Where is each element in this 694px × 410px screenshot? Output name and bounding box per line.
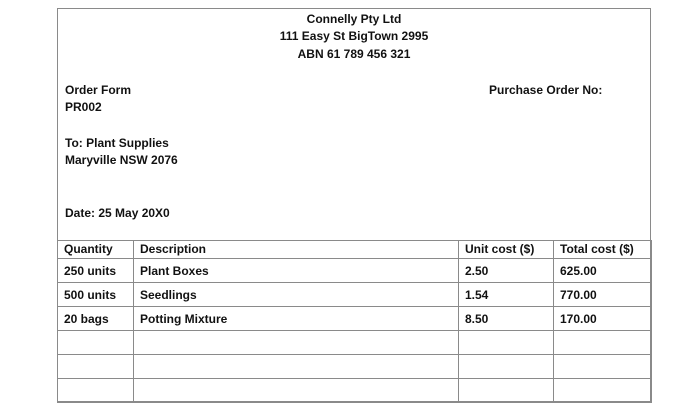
cell-empty bbox=[554, 331, 652, 355]
cell-empty bbox=[459, 331, 554, 355]
header-quantity: Quantity bbox=[58, 241, 134, 259]
table-row-empty bbox=[58, 355, 652, 379]
cell-empty bbox=[554, 379, 652, 403]
cell-empty bbox=[134, 331, 459, 355]
cell-quantity: 250 units bbox=[58, 259, 134, 283]
cell-total-cost: 170.00 bbox=[554, 307, 652, 331]
header-total-cost: Total cost ($) bbox=[554, 241, 652, 259]
recipient-address: Maryville NSW 2076 bbox=[65, 153, 178, 167]
cell-empty bbox=[134, 355, 459, 379]
header-unit-cost: Unit cost ($) bbox=[459, 241, 554, 259]
recipient-name: To: Plant Supplies bbox=[65, 136, 169, 150]
cell-quantity: 20 bags bbox=[58, 307, 134, 331]
cell-unit-cost: 1.54 bbox=[459, 283, 554, 307]
form-header bbox=[58, 9, 650, 241]
cell-total-cost: 625.00 bbox=[554, 259, 652, 283]
cell-quantity: 500 units bbox=[58, 283, 134, 307]
table-row bbox=[58, 283, 652, 307]
cell-unit-cost: 8.50 bbox=[459, 307, 554, 331]
table-row bbox=[58, 259, 652, 283]
cell-empty bbox=[459, 379, 554, 403]
order-date: Date: 25 May 20X0 bbox=[65, 206, 170, 220]
table-row bbox=[58, 307, 652, 331]
cell-empty bbox=[459, 355, 554, 379]
order-number: PR002 bbox=[65, 100, 102, 114]
cell-empty bbox=[134, 379, 459, 403]
purchase-order-form bbox=[57, 8, 651, 402]
order-items-table bbox=[57, 240, 652, 403]
table-row-empty bbox=[58, 331, 652, 355]
cell-unit-cost: 2.50 bbox=[459, 259, 554, 283]
cell-description: Potting Mixture bbox=[134, 307, 459, 331]
cell-empty bbox=[58, 355, 134, 379]
cell-description: Seedlings bbox=[134, 283, 459, 307]
company-name: Connelly Pty Ltd bbox=[306, 12, 402, 26]
table-row-empty bbox=[58, 379, 652, 403]
order-form-label: Order Form bbox=[65, 83, 132, 97]
company-abn: ABN 61 789 456 321 bbox=[297, 47, 411, 61]
cell-total-cost: 770.00 bbox=[554, 283, 652, 307]
cell-empty bbox=[58, 379, 134, 403]
purchase-order-number-label: Purchase Order No: bbox=[489, 83, 603, 97]
table-header-row bbox=[58, 241, 652, 259]
company-address: 111 Easy St BigTown 2995 bbox=[279, 29, 429, 43]
cell-description: Plant Boxes bbox=[134, 259, 459, 283]
header-description: Description bbox=[134, 241, 459, 259]
cell-empty bbox=[58, 331, 134, 355]
cell-empty bbox=[554, 355, 652, 379]
